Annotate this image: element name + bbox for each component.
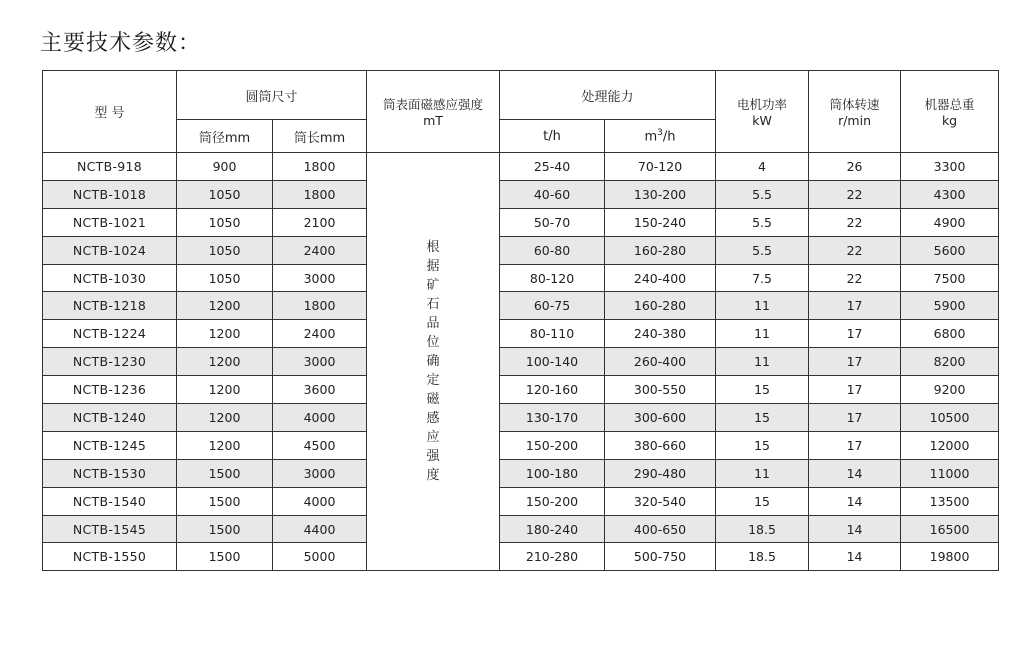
cell-capacity-m3h: 240-380 xyxy=(605,320,716,348)
spec-table xyxy=(42,70,999,571)
table-row xyxy=(43,459,999,487)
cell-capacity-th: 100-180 xyxy=(500,459,605,487)
cell-capacity-m3h: 300-600 xyxy=(605,404,716,432)
cell-capacity-th: 60-75 xyxy=(500,292,605,320)
weight-label: 机器总重 xyxy=(924,97,975,112)
cell-motor-power: 7.5 xyxy=(716,264,809,292)
cell-capacity-m3h: 70-120 xyxy=(605,153,716,181)
cell-length: 4000 xyxy=(273,404,367,432)
cell-motor-power: 15 xyxy=(716,376,809,404)
cell-motor-power: 5.5 xyxy=(716,180,809,208)
cell-model: NCTB-1218 xyxy=(43,292,177,320)
cell-length: 3000 xyxy=(273,459,367,487)
cell-drum-speed: 14 xyxy=(809,543,901,571)
cell-motor-power: 11 xyxy=(716,459,809,487)
cell-diameter: 1050 xyxy=(177,264,273,292)
cell-diameter: 1500 xyxy=(177,487,273,515)
cell-weight: 5900 xyxy=(901,292,999,320)
cell-model: NCTB-1224 xyxy=(43,320,177,348)
header-drum-diameter: 筒径mm xyxy=(177,120,273,153)
header-capacity-m3h xyxy=(605,120,716,153)
cell-capacity-m3h: 240-400 xyxy=(605,264,716,292)
m3h-suffix: /h xyxy=(662,129,676,145)
cell-drum-speed: 17 xyxy=(809,348,901,376)
cell-diameter: 900 xyxy=(177,153,273,181)
cell-length: 2100 xyxy=(273,208,367,236)
header-motor-power xyxy=(716,71,809,153)
cell-capacity-m3h: 130-200 xyxy=(605,180,716,208)
cell-model: NCTB-1021 xyxy=(43,208,177,236)
cell-length: 1800 xyxy=(273,153,367,181)
table-row xyxy=(43,153,999,181)
cell-drum-speed: 17 xyxy=(809,292,901,320)
table-row xyxy=(43,487,999,515)
cell-capacity-m3h: 150-240 xyxy=(605,208,716,236)
cell-capacity-m3h: 290-480 xyxy=(605,459,716,487)
cell-length: 4400 xyxy=(273,515,367,543)
header-drum-speed xyxy=(809,71,901,153)
field-strength-unit: mT xyxy=(423,113,443,128)
cell-model: NCTB-918 xyxy=(43,153,177,181)
cell-weight: 10500 xyxy=(901,404,999,432)
cell-capacity-m3h: 160-280 xyxy=(605,292,716,320)
header-capacity-th: t/h xyxy=(500,120,605,153)
field-strength-note-text: 根据矿石品位确定磁感应强度 xyxy=(426,240,440,484)
cell-length: 3600 xyxy=(273,376,367,404)
cell-diameter: 1050 xyxy=(177,236,273,264)
cell-capacity-th: 60-80 xyxy=(500,236,605,264)
motor-power-label: 电机功率 xyxy=(737,97,788,112)
cell-drum-speed: 14 xyxy=(809,487,901,515)
weight-unit: kg xyxy=(941,113,958,128)
cell-diameter: 1500 xyxy=(177,543,273,571)
cell-weight: 11000 xyxy=(901,459,999,487)
cell-capacity-th: 150-200 xyxy=(500,431,605,459)
header-drum-size: 圆筒尺寸 xyxy=(177,71,367,120)
cell-capacity-th: 40-60 xyxy=(500,180,605,208)
table-row xyxy=(43,292,999,320)
cell-weight: 19800 xyxy=(901,543,999,571)
cell-motor-power: 15 xyxy=(716,431,809,459)
cell-diameter: 1200 xyxy=(177,348,273,376)
table-row xyxy=(43,543,999,571)
table-row xyxy=(43,180,999,208)
cell-drum-speed: 17 xyxy=(809,376,901,404)
cell-drum-speed: 14 xyxy=(809,515,901,543)
cell-capacity-th: 210-280 xyxy=(500,543,605,571)
cell-drum-speed: 14 xyxy=(809,459,901,487)
cell-motor-power: 11 xyxy=(716,320,809,348)
cell-diameter: 1200 xyxy=(177,376,273,404)
cell-motor-power: 5.5 xyxy=(716,236,809,264)
cell-length: 4000 xyxy=(273,487,367,515)
cell-length: 4500 xyxy=(273,431,367,459)
cell-model: NCTB-1236 xyxy=(43,376,177,404)
header-field-strength xyxy=(367,71,500,153)
cell-diameter: 1500 xyxy=(177,459,273,487)
cell-capacity-th: 120-160 xyxy=(500,376,605,404)
cell-length: 5000 xyxy=(273,543,367,571)
table-row xyxy=(43,236,999,264)
cell-model: NCTB-1550 xyxy=(43,543,177,571)
cell-capacity-th: 80-110 xyxy=(500,320,605,348)
cell-capacity-m3h: 260-400 xyxy=(605,348,716,376)
field-strength-label: 筒表面磁感应强度 xyxy=(383,97,484,112)
cell-model: NCTB-1240 xyxy=(43,404,177,432)
cell-capacity-m3h: 500-750 xyxy=(605,543,716,571)
cell-weight: 4300 xyxy=(901,180,999,208)
cell-drum-speed: 22 xyxy=(809,208,901,236)
cell-capacity-m3h: 160-280 xyxy=(605,236,716,264)
cell-capacity-th: 100-140 xyxy=(500,348,605,376)
cell-drum-speed: 17 xyxy=(809,431,901,459)
cell-capacity-th: 150-200 xyxy=(500,487,605,515)
table-row xyxy=(43,348,999,376)
cell-capacity-m3h: 400-650 xyxy=(605,515,716,543)
section-title: 主要技术参数： xyxy=(40,31,202,56)
cell-length: 2400 xyxy=(273,236,367,264)
cell-diameter: 1200 xyxy=(177,292,273,320)
cell-length: 1800 xyxy=(273,180,367,208)
motor-power-unit: kW xyxy=(752,113,772,128)
cell-drum-speed: 17 xyxy=(809,320,901,348)
cell-drum-speed: 22 xyxy=(809,180,901,208)
cell-weight: 13500 xyxy=(901,487,999,515)
cell-drum-speed: 26 xyxy=(809,153,901,181)
cell-model: NCTB-1245 xyxy=(43,431,177,459)
cell-capacity-th: 80-120 xyxy=(500,264,605,292)
cell-motor-power: 11 xyxy=(716,292,809,320)
header-drum-length: 筒长mm xyxy=(273,120,367,153)
cell-model: NCTB-1024 xyxy=(43,236,177,264)
header-model: 型 号 xyxy=(43,71,177,153)
cell-diameter: 1500 xyxy=(177,515,273,543)
table-row xyxy=(43,208,999,236)
table-row xyxy=(43,320,999,348)
table-row xyxy=(43,264,999,292)
cell-model: NCTB-1530 xyxy=(43,459,177,487)
cell-weight: 4900 xyxy=(901,208,999,236)
cell-length: 3000 xyxy=(273,264,367,292)
cell-motor-power: 15 xyxy=(716,404,809,432)
cell-diameter: 1050 xyxy=(177,208,273,236)
header-weight xyxy=(901,71,999,153)
m3h-prefix: m xyxy=(644,129,658,145)
cell-length: 1800 xyxy=(273,292,367,320)
cell-motor-power: 18.5 xyxy=(716,543,809,571)
cell-weight: 6800 xyxy=(901,320,999,348)
drum-speed-unit: r/min xyxy=(838,113,871,128)
cell-diameter: 1200 xyxy=(177,320,273,348)
cell-model: NCTB-1030 xyxy=(43,264,177,292)
cell-field-strength-note xyxy=(367,153,500,571)
table-body xyxy=(43,153,999,571)
cell-diameter: 1200 xyxy=(177,404,273,432)
cell-capacity-th: 25-40 xyxy=(500,153,605,181)
drum-speed-label: 筒体转速 xyxy=(829,97,880,112)
cell-length: 2400 xyxy=(273,320,367,348)
cell-model: NCTB-1540 xyxy=(43,487,177,515)
cell-capacity-m3h: 320-540 xyxy=(605,487,716,515)
cell-diameter: 1200 xyxy=(177,431,273,459)
cell-capacity-th: 50-70 xyxy=(500,208,605,236)
cell-weight: 12000 xyxy=(901,431,999,459)
cell-weight: 3300 xyxy=(901,153,999,181)
cell-motor-power: 18.5 xyxy=(716,515,809,543)
cell-length: 3000 xyxy=(273,348,367,376)
cell-capacity-m3h: 380-660 xyxy=(605,431,716,459)
m3h-superscript: 3 xyxy=(657,127,663,138)
cell-weight: 5600 xyxy=(901,236,999,264)
cell-model: NCTB-1545 xyxy=(43,515,177,543)
cell-motor-power: 15 xyxy=(716,487,809,515)
cell-weight: 16500 xyxy=(901,515,999,543)
cell-capacity-th: 180-240 xyxy=(500,515,605,543)
table-row xyxy=(43,431,999,459)
cell-drum-speed: 17 xyxy=(809,404,901,432)
table-row xyxy=(43,404,999,432)
cell-model: NCTB-1018 xyxy=(43,180,177,208)
cell-capacity-th: 130-170 xyxy=(500,404,605,432)
cell-drum-speed: 22 xyxy=(809,236,901,264)
header-capacity: 处理能力 xyxy=(500,71,716,120)
cell-motor-power: 4 xyxy=(716,153,809,181)
cell-diameter: 1050 xyxy=(177,180,273,208)
cell-weight: 8200 xyxy=(901,348,999,376)
table-row xyxy=(43,376,999,404)
cell-motor-power: 11 xyxy=(716,348,809,376)
cell-model: NCTB-1230 xyxy=(43,348,177,376)
cell-weight: 7500 xyxy=(901,264,999,292)
table-row xyxy=(43,515,999,543)
cell-drum-speed: 22 xyxy=(809,264,901,292)
cell-weight: 9200 xyxy=(901,376,999,404)
cell-capacity-m3h: 300-550 xyxy=(605,376,716,404)
cell-motor-power: 5.5 xyxy=(716,208,809,236)
